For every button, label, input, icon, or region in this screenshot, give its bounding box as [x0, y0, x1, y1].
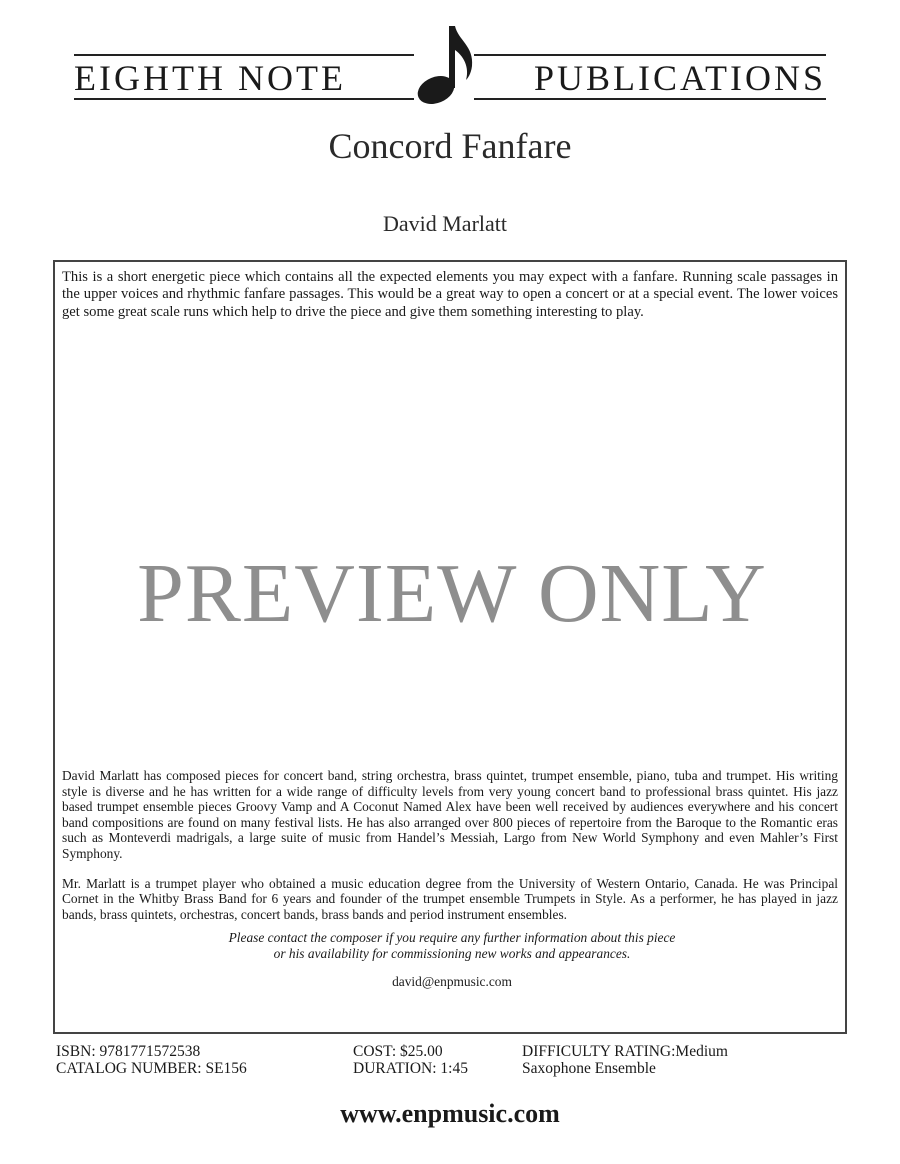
info-box: [53, 260, 847, 1034]
bio-paragraph: David Marlatt has composed pieces for concert band, string orchestra, brass quintet, trumpet ensemble, piano, tuba and trumpet. His writing style is diverse and he has written for a wide range of difficulty levels from very young concert band to professional brass quintet. His jazz based trumpet ensemble pieces Groovy Vamp and A Coconut Named Alex have been well received by audiences everywhere and his concert band compositions are found on many festival lists. He has also arranged over 800 pieces of repertoire from the Baroque to the Romantic eras such as Monteverdi madrigals, a large suite of music from Handel’s Messiah, Largo from New World Symphony and even Mahler’s First Symphony.: [62, 768, 838, 861]
meta-column-price: [353, 1043, 468, 1077]
ensemble-type: Saxophone Ensemble: [522, 1060, 656, 1077]
preview-watermark: PREVIEW ONLY: [137, 547, 767, 640]
publisher-header: [74, 22, 826, 104]
difficulty-rating: DIFFICULTY RATING:Medium: [522, 1043, 728, 1060]
composer-bio: [62, 768, 838, 936]
piece-title: Concord Fanfare: [328, 126, 572, 166]
meta-column-ids: [56, 1043, 247, 1077]
isbn: ISBN: 9781771572538: [56, 1043, 201, 1060]
bio-paragraph: Mr. Marlatt is a trumpet player who obtained a music education degree from the University of Western Ontario, Canada. He was Principal Cornet in the Whitby Brass Band for 6 years and founder of the trumpet ensemble Trumpets in Style. As a performer, he has played in jazz bands, brass quintets, orchestras, concert bands, brass bands and period instrument ensembles.: [62, 875, 838, 922]
brand-name-left: EIGHTH NOTE: [74, 58, 346, 98]
eighth-note-icon: [414, 22, 474, 106]
contact-email: david@enpmusic.com: [392, 974, 512, 989]
composer-name: David Marlatt: [382, 211, 508, 236]
duration: DURATION: 1:45: [353, 1060, 468, 1077]
meta-column-level: [522, 1043, 728, 1077]
website-url: www.enpmusic.com: [340, 1099, 560, 1128]
contact-line: Please contact the composer if you require any further information about this piece: [228, 930, 676, 945]
brand-name-right: PUBLICATIONS: [533, 58, 826, 98]
contact-line: or his availability for commissioning new works and appearances.: [273, 946, 631, 961]
catalog-number: CATALOG NUMBER: SE156: [56, 1060, 247, 1077]
contact-note: [55, 930, 849, 962]
cost: COST: $25.00: [353, 1043, 443, 1060]
piece-description: This is a short energetic piece which contains all the expected elements you may expect with a fanfare. Running scale passages in the upper voices and rhythmic fanfare passages. This would be a great way to open a concert or at a special event. The lower voices get some great scale runs which help to drive the piece and give them something interesting to play.: [62, 269, 838, 320]
